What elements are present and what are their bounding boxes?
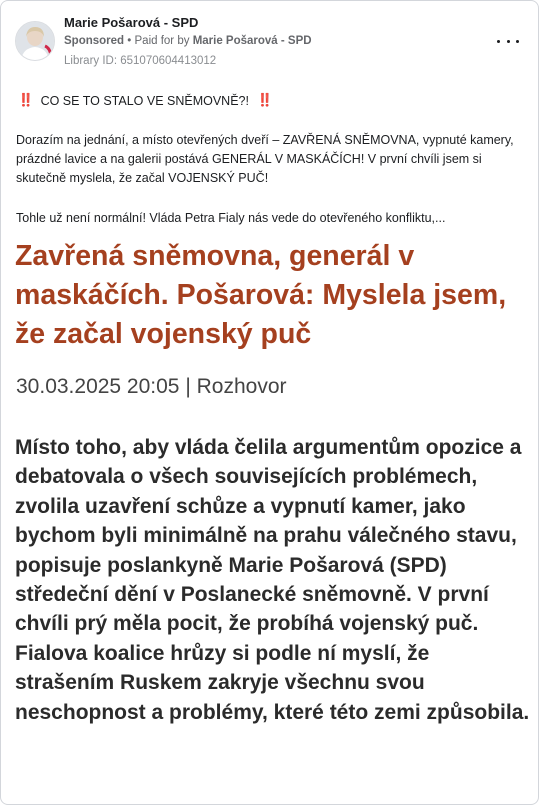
separator-dot: • <box>127 35 132 47</box>
more-horizontal-icon-dot <box>507 40 510 43</box>
more-horizontal-icon-dot <box>516 40 519 43</box>
article-meta: 30.03.2025 20:05 | Rozhovor <box>16 375 287 398</box>
post-teaser[interactable]: Tohle už není normální! Vláda Petra Fialy nás vede do otevřeného konfliktu,... <box>16 211 446 225</box>
sponsored-info <box>64 35 312 47</box>
sponsored-label: Sponsored <box>64 35 125 47</box>
paid-for-label: Paid for by <box>134 35 190 47</box>
more-options-button[interactable] <box>497 33 519 49</box>
post-body: Dorazím na jednání, a místo otevřených dveří – ZAVŘENÁ SNĚMOVNA, vypnuté kamery, prázdné lavice a na galerii postává GENERÁL V MASKÁČÍCH! V první chvíli jsem si skutečně myslela, že začal VOJENSKÝ PUČ! <box>16 133 514 185</box>
double-exclamation-icon: ‼️ <box>18 93 33 107</box>
page-name[interactable]: Marie Pošarová - SPD <box>64 15 199 30</box>
avatar[interactable] <box>15 21 55 61</box>
post-headline <box>18 93 272 108</box>
post-headline-text: CO SE TO STALO VE SNĚMOVNĚ?! <box>40 93 249 108</box>
article-title: Zavřená sněmovna, generál v maskáčích. Pošarová: Myslela jsem, že začal vojenský puč <box>15 240 507 350</box>
more-horizontal-icon <box>497 40 500 43</box>
article-lead: Místo toho, aby vláda čelila argumentům opozice a debatovala o všech souvisejících problémech, zvolila uzavření schůze a vypnutí kamer, jako bychom byli minimálně na prahu válečného stavu, popisuje poslankyně Marie Pošarová (SPD) středeční dění v Poslanecké sněmovně. V první chvíli prý měla pocit, že probíhá vojenský puč. Fialova koalice hrůzy si podle ní myslí, že strašením Ruskem zakryje všechnu svou neschopnost a problémy, které této zemi způsobila. <box>15 436 530 724</box>
profile-photo <box>16 22 54 60</box>
double-exclamation-icon: ‼️ <box>256 93 272 107</box>
paid-for-name[interactable]: Marie Pošarová - SPD <box>192 35 312 47</box>
library-id: Library ID: 651070604413012 <box>64 55 217 67</box>
